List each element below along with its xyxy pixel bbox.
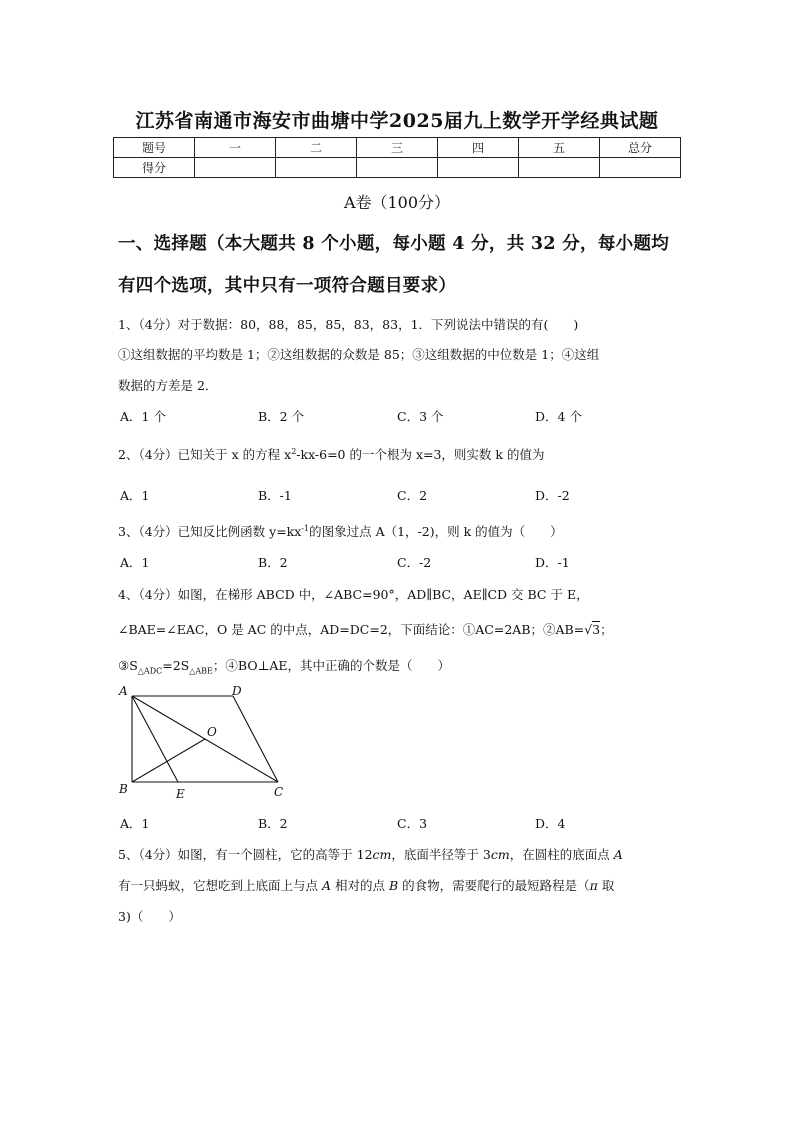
q1-statements: ①这组数据的平均数是 1；②这组数据的众数是 85；③这组数据的中位数是 1；④这组: [118, 347, 600, 362]
q5-pi: π: [589, 878, 598, 893]
score-row-label: 得分: [114, 158, 195, 178]
section-title: A卷（100分）: [343, 193, 451, 212]
label-b: B: [119, 782, 128, 796]
score-cell[interactable]: [357, 158, 438, 178]
q2-option-c[interactable]: C．2: [397, 488, 428, 503]
q5-unit-cm: cm: [490, 847, 510, 862]
q3-option-b[interactable]: B．2: [258, 555, 288, 570]
q4-option-c[interactable]: C．3: [397, 816, 428, 831]
q4-line3-sub2: △ABE: [189, 666, 213, 676]
q4-stem-line1: 4、（4分）如图，在梯形 ABCD 中，∠ABC=90°，AD∥BC，AE∥CD 交 BC 于 E，: [118, 587, 589, 602]
q5-point-a: A: [321, 878, 332, 893]
part-heading-line1: 一、选择题（本大题共 8 个小题，每小题 4 分，共 32 分，每小题均: [118, 234, 670, 254]
q4-line3-s1: ③S: [118, 658, 138, 673]
q5-point-b: B: [388, 878, 399, 893]
q1-option-d[interactable]: D．4 个: [535, 409, 582, 424]
q3-option-d[interactable]: D．-1: [535, 555, 570, 570]
label-c: C: [274, 785, 284, 799]
q4-line2-text-a: ∠BAE=∠EAC，O 是 AC 的中点，AD=DC=2，下面结论：①AC=2AB；②AB=: [118, 622, 585, 637]
q2-stem-text-b: -kx-6=0 的一个根为 x=3，则实数 k 的值为: [296, 447, 545, 462]
q4-option-a[interactable]: A．1: [120, 816, 150, 831]
part-heading-line2: 有四个选项，其中只有一项符合题目要求）: [118, 276, 457, 296]
q5-line1-text-c: ，在圆柱的底面点: [509, 847, 614, 862]
q4-stem-line2: [118, 620, 613, 638]
q4-line3-mid: =2S: [162, 658, 190, 673]
segment-ae: [132, 696, 178, 782]
label-d: D: [232, 684, 242, 698]
q2-option-a[interactable]: A．1: [120, 488, 150, 503]
score-header-cell: 三: [357, 138, 438, 158]
q2-exponent: 2: [291, 446, 297, 456]
score-cell[interactable]: [600, 158, 681, 178]
score-header-cell: 二: [276, 138, 357, 158]
q3-stem-text-b: 的图象过点 A（1，-2)，则 k 的值为（ ）: [309, 524, 563, 539]
q5-line1-text-a: 5、（4分）如图，有一个圆柱，它的高等于 12: [118, 847, 373, 862]
q5-unit-cm: cm: [372, 847, 392, 862]
q5-line1-text-b: ，底面半径等于 3: [391, 847, 491, 862]
sqrt-symbol: √3: [584, 622, 601, 637]
score-header-cell: 四: [438, 138, 519, 158]
q2-option-d[interactable]: D．-2: [535, 488, 570, 503]
q5-line2-text-a: 有一只蚂蚁，它想吃到上底面上与点: [118, 878, 322, 893]
segment-bo: [132, 739, 205, 782]
q2-stem: [118, 445, 544, 463]
q5-stem-line2: [118, 876, 614, 894]
q3-stem: [118, 522, 563, 540]
score-table: [113, 137, 681, 178]
q1-statements-cont: 数据的方差是 2．: [118, 378, 218, 393]
q4-sqrt-radicand: 3: [592, 622, 601, 637]
q1-option-a[interactable]: A．1 个: [120, 409, 166, 424]
q5-point-a: A: [613, 847, 623, 862]
score-cell[interactable]: [276, 158, 357, 178]
q4-line2-text-b: ；: [600, 622, 613, 637]
q5-line2-text-d: 取: [597, 878, 615, 893]
trapezoid-figure: [112, 682, 292, 804]
q5-stem-line3: 3)（ ）: [118, 909, 181, 924]
score-header-cell: 总分: [600, 138, 681, 158]
q5-line2-text-b: 相对的点: [331, 878, 389, 893]
q3-option-c[interactable]: C．-2: [397, 555, 432, 570]
q2-stem-text-a: 2、（4分）已知关于 x 的方程 x: [118, 447, 292, 462]
exam-title: 江苏省南通市海安市曲塘中学2025届九上数学开学经典试题: [135, 110, 659, 132]
score-table-header-row: [114, 138, 681, 158]
label-e: E: [176, 787, 185, 801]
q4-option-b[interactable]: B．2: [258, 816, 288, 831]
q3-stem-text-a: 3、（4分）已知反比例函数 y=kx: [118, 524, 302, 539]
score-cell[interactable]: [519, 158, 600, 178]
score-header-cell: 五: [519, 138, 600, 158]
q4-line3-sub1: △ADC: [137, 666, 163, 676]
q5-line2-text-c: 的食物，需要爬行的最短路程是（: [398, 878, 590, 893]
q5-stem-line1: [118, 845, 623, 863]
label-o: O: [207, 725, 217, 739]
q4-stem-line3: [118, 656, 450, 676]
q1-option-c[interactable]: C．3 个: [397, 409, 444, 424]
score-header-cell: 题号: [114, 138, 195, 158]
score-table-score-row: [114, 158, 681, 178]
q4-line3-text-b: ；④BO⊥AE，其中正确的个数是（ ）: [212, 658, 450, 673]
score-cell[interactable]: [438, 158, 519, 178]
q4-option-d[interactable]: D．4: [535, 816, 566, 831]
q3-option-a[interactable]: A．1: [120, 555, 150, 570]
q1-option-b[interactable]: B．2 个: [258, 409, 305, 424]
score-cell[interactable]: [195, 158, 276, 178]
q2-option-b[interactable]: B．-1: [258, 488, 292, 503]
score-header-cell: 一: [195, 138, 276, 158]
q1-stem: 1、（4分）对于数据：80，88，85，85，83，83，1．下列说法中错误的有( ): [118, 317, 579, 332]
q3-exponent: -1: [301, 523, 310, 533]
label-a: A: [119, 684, 128, 698]
